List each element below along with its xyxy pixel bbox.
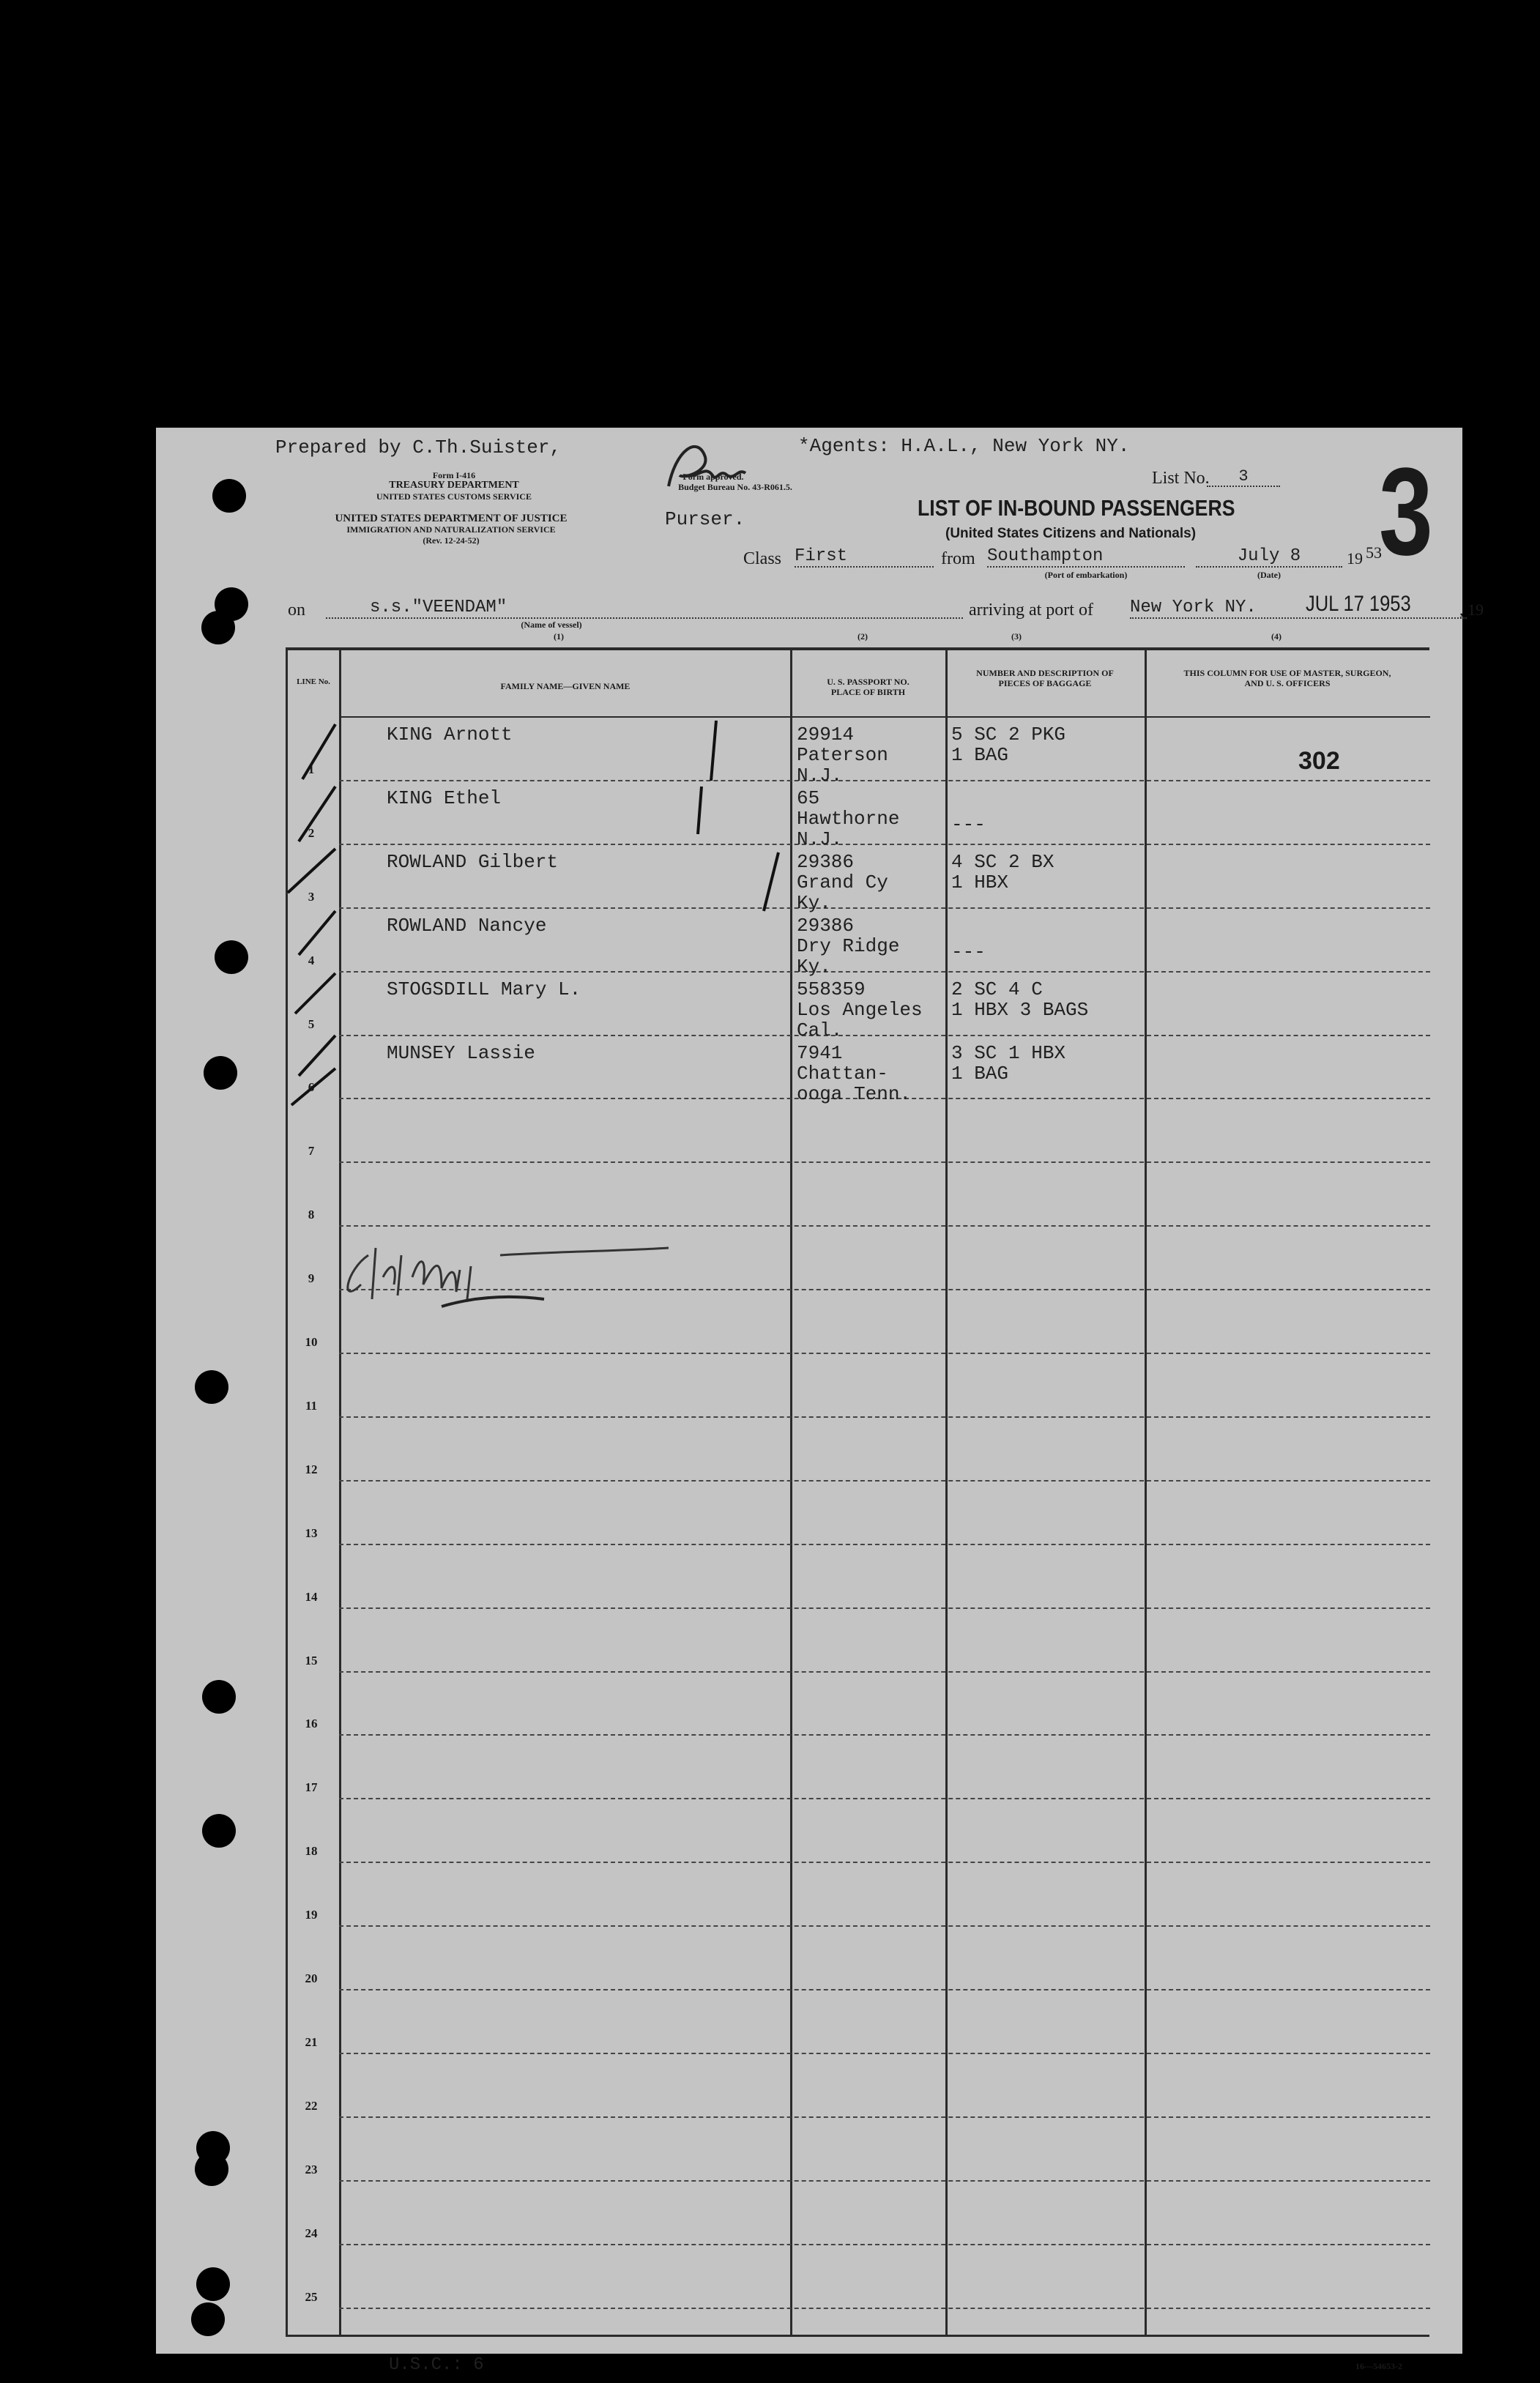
line-number: 19 bbox=[305, 1908, 318, 1922]
print-code: 16—54653-2 bbox=[1355, 2361, 1402, 2371]
baggage-line: --- bbox=[951, 813, 986, 836]
vessel-name: s.s."VEENDAM" bbox=[326, 598, 963, 619]
line-number: 9 bbox=[308, 1271, 315, 1286]
punch-hole bbox=[195, 2152, 228, 2186]
budget-bureau: Budget Bureau No. 43-R061.5. bbox=[678, 482, 792, 492]
passenger-name: MUNSEY Lassie bbox=[387, 1041, 535, 1064]
baggage-line: 2 SC 4 C bbox=[951, 978, 1043, 1000]
line-number: 11 bbox=[305, 1398, 318, 1413]
header-name: FAMILY NAME—GIVEN NAME bbox=[500, 681, 630, 691]
line-number: 15 bbox=[305, 1653, 318, 1668]
header-officers: THIS COLUMN FOR USE OF MASTER, SURGEON, AND U. S. OFFICERS bbox=[1183, 668, 1391, 688]
header-baggage: NUMBER AND DESCRIPTION OF PIECES OF BAGGAGE bbox=[976, 668, 1114, 688]
line-number: 18 bbox=[305, 1844, 318, 1859]
passport-line: 7941 bbox=[797, 1041, 843, 1064]
officer-signature bbox=[332, 1226, 713, 1321]
passport-line: N.J. bbox=[797, 765, 843, 787]
row-rule bbox=[339, 2244, 1430, 2245]
list-no-label: List No. bbox=[1152, 469, 1210, 488]
col-number-1: (1) bbox=[554, 631, 564, 642]
line-number: 17 bbox=[305, 1780, 318, 1795]
row-rule bbox=[339, 1989, 1430, 1990]
baggage-line: 3 SC 1 HBX bbox=[951, 1041, 1066, 1064]
row-rule bbox=[339, 1480, 1430, 1482]
passport-line: Ky. bbox=[797, 955, 831, 978]
line-number: 10 bbox=[305, 1335, 318, 1349]
arrival-port: New York NY. bbox=[1130, 598, 1467, 619]
purser-label: Purser. bbox=[665, 508, 745, 530]
passport-line: Hawthorne bbox=[797, 807, 900, 830]
treasury-department: TREASURY DEPARTMENT bbox=[389, 480, 519, 491]
vessel-caption: (Name of vessel) bbox=[521, 620, 582, 630]
line-number: 5 bbox=[308, 1016, 315, 1031]
year-prefix: 19 bbox=[1347, 549, 1363, 568]
line-number: 12 bbox=[305, 1462, 318, 1476]
punch-hole bbox=[212, 479, 246, 513]
passenger-name: ROWLAND Nancye bbox=[387, 914, 547, 937]
col-number-4: (4) bbox=[1271, 631, 1282, 642]
line-number: 21 bbox=[305, 2034, 318, 2049]
punch-hole bbox=[191, 2302, 225, 2336]
line-number: 20 bbox=[305, 1971, 318, 1985]
baggage-line: --- bbox=[951, 940, 986, 963]
class-label: Class bbox=[743, 549, 782, 568]
punch-hole bbox=[195, 1370, 228, 1404]
port-of-embarkation: Southampton bbox=[987, 546, 1185, 568]
form-approved: Form approved. bbox=[682, 472, 744, 482]
usc-count: U.S.C.: 6 bbox=[389, 2355, 484, 2375]
row-rule bbox=[339, 2116, 1430, 2118]
arrival-date-stamp: JUL 17 1953 bbox=[1306, 592, 1411, 616]
date-caption: (Date) bbox=[1257, 570, 1281, 580]
passport-line: Ky. bbox=[797, 891, 831, 914]
passport-line: Cal. bbox=[797, 1019, 843, 1041]
line-number: 4 bbox=[308, 953, 315, 967]
row-rule bbox=[339, 1416, 1430, 1418]
passport-line: Los Angeles bbox=[797, 998, 923, 1021]
table-top-border bbox=[286, 647, 1429, 650]
row-rule bbox=[339, 1734, 1430, 1736]
passport-line: 29386 bbox=[797, 850, 855, 873]
from-label: from bbox=[941, 549, 975, 568]
punch-hole bbox=[215, 940, 248, 974]
col-divider-baggage bbox=[945, 647, 948, 2336]
officer-note: 302 bbox=[1298, 747, 1340, 775]
line-number: 25 bbox=[305, 2289, 318, 2304]
punch-hole bbox=[196, 2267, 230, 2301]
year-suffix: 53 bbox=[1366, 543, 1382, 562]
line-number: 8 bbox=[308, 1208, 315, 1222]
row-rule bbox=[339, 1544, 1430, 1545]
baggage-line: 5 SC 2 PKG bbox=[951, 724, 1066, 746]
baggage-line: 1 BAG bbox=[951, 1062, 1009, 1085]
customs-service: UNITED STATES CUSTOMS SERVICE bbox=[376, 491, 532, 502]
passport-line: Chattan- bbox=[797, 1062, 888, 1085]
passenger-name: KING Ethel bbox=[387, 787, 502, 809]
punch-hole bbox=[202, 1814, 236, 1848]
baggage-line: 1 BAG bbox=[951, 744, 1009, 766]
line-number: 23 bbox=[305, 2162, 318, 2176]
punch-hole bbox=[202, 1680, 236, 1714]
row-rule bbox=[339, 1862, 1430, 1863]
passenger-name: ROWLAND Gilbert bbox=[387, 850, 559, 873]
agents: *Agents: H.A.L., New York NY. bbox=[798, 435, 1130, 457]
line-number: 2 bbox=[308, 825, 315, 840]
passport-line: Grand Cy bbox=[797, 871, 888, 893]
row-rule bbox=[339, 1607, 1430, 1609]
on-label: on bbox=[288, 601, 305, 620]
passport-line: Paterson bbox=[797, 744, 888, 766]
col-number-2: (2) bbox=[858, 631, 868, 642]
line-number: 16 bbox=[305, 1717, 318, 1731]
table-bottom-border bbox=[286, 2335, 1429, 2337]
big-list-number: 3 bbox=[1379, 442, 1433, 581]
prepared-by: Prepared by C.Th.Suister, bbox=[275, 436, 562, 458]
arriving-label: arriving at port of bbox=[969, 601, 1093, 620]
arrival-year: , 19 bbox=[1459, 601, 1484, 619]
line-number: 13 bbox=[305, 1525, 318, 1540]
header-passport: U. S. PASSPORT NO. PLACE OF BIRTH bbox=[827, 677, 910, 697]
baggage-line: 1 HBX bbox=[951, 871, 1009, 893]
passport-line: 29386 bbox=[797, 914, 855, 937]
punch-hole bbox=[204, 1056, 237, 1090]
passenger-name: STOGSDILL Mary L. bbox=[387, 978, 581, 1000]
row-rule bbox=[339, 2180, 1430, 2182]
col-number-3: (3) bbox=[1011, 631, 1022, 642]
passport-line: 558359 bbox=[797, 978, 866, 1000]
passport-line: Dry Ridge bbox=[797, 934, 900, 957]
punch-hole bbox=[201, 611, 235, 644]
passport-line: N.J. bbox=[797, 828, 843, 850]
department-of-justice: UNITED STATES DEPARTMENT OF JUSTICE bbox=[335, 513, 568, 524]
revision: (Rev. 12-24-52) bbox=[423, 535, 480, 546]
class-value: First bbox=[795, 546, 934, 568]
row-rule bbox=[339, 1671, 1430, 1673]
col-divider-officers bbox=[1145, 647, 1147, 2336]
baggage-line: 1 HBX 3 BAGS bbox=[951, 998, 1089, 1021]
form-title: LIST OF IN-BOUND PASSENGERS bbox=[918, 495, 1235, 521]
purser-signature bbox=[625, 435, 771, 516]
passport-line: 29914 bbox=[797, 724, 855, 746]
line-number: 22 bbox=[305, 2098, 318, 2113]
row-rule bbox=[339, 1353, 1430, 1354]
date-value: July 8 bbox=[1196, 546, 1342, 568]
row-rule bbox=[339, 1925, 1430, 1927]
line-number: 24 bbox=[305, 2226, 318, 2240]
passport-line: 65 bbox=[797, 787, 820, 809]
form-sheet bbox=[156, 428, 1484, 2375]
passenger-name: KING Arnott bbox=[387, 724, 513, 746]
row-rule bbox=[339, 2308, 1430, 2309]
line-number: 3 bbox=[308, 889, 315, 904]
baggage-line: 4 SC 2 BX bbox=[951, 850, 1054, 873]
row-rule bbox=[339, 1798, 1430, 1799]
line-number: 14 bbox=[305, 1589, 318, 1604]
line-number: 1 bbox=[308, 762, 315, 776]
header-line-no: LINE No. bbox=[297, 677, 330, 686]
port-caption: (Port of embarkation) bbox=[1044, 570, 1128, 580]
line-number: 7 bbox=[308, 1144, 315, 1159]
ins: IMMIGRATION AND NATURALIZATION SERVICE bbox=[346, 524, 556, 535]
form-subtitle: (United States Citizens and Nationals) bbox=[945, 526, 1197, 541]
form-number: Form I-416 bbox=[432, 470, 476, 480]
list-no-value: 3 bbox=[1207, 467, 1280, 487]
row-rule bbox=[339, 2053, 1430, 2054]
line-number: 6 bbox=[308, 1080, 315, 1095]
passport-line: ooga Tenn. bbox=[797, 1082, 912, 1105]
